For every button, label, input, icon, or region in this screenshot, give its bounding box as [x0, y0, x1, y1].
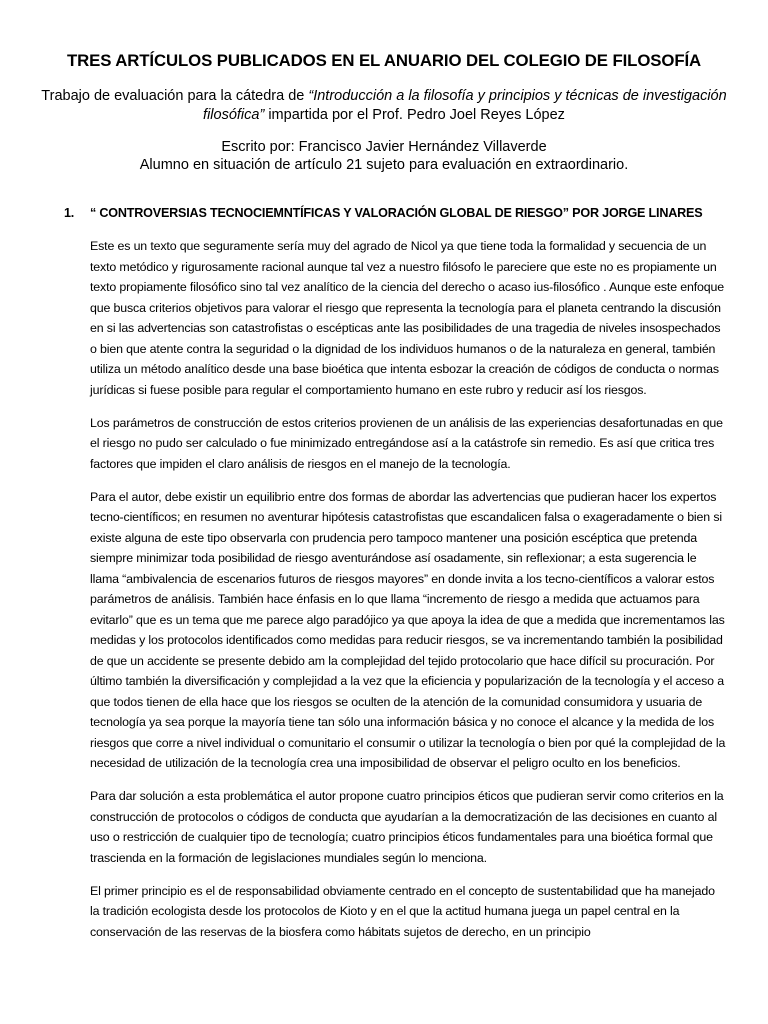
author-block — [40, 138, 728, 174]
subtitle-prefix: Trabajo de evaluación para la cátedra de — [41, 88, 309, 104]
subtitle-suffix: impartida por el Prof. Pedro Joel Reyes López — [264, 107, 565, 123]
paragraph: Este es un texto que seguramente sería muy del agrado de Nicol ya que tiene toda la formalidad y secuencia de un texto metódico y rigurosamente racional aunque tal vez a nuestro filósofo le pareciere que este no es propiamente un texto propiamente filosófico sino tal vez analítico de la ciencia del derecho o acaso ius-filosófico . Aunque este enfoque que busca criterios objetivos para valorar el riesgo que representa la tecnología para el planeta centrando la discusión en si las advertencias son catastrofistas o escépticas ante las posibilidades de una tragedia de niveles insospechados o bien que atente contra la seguridad o la dignidad de los individuos humanos o de la naturaleza en general, también utiliza un método analítico desde una base bioética que intenta esbozar la creación de códigos de conducta o normas jurídicas si fuese posible para regular el comportamiento humano en este rubro y reducir así los riesgos. — [90, 239, 724, 397]
status-line: Alumno en situación de artículo 21 sujeto para evaluación en extraordinario. — [139, 157, 629, 173]
section-heading — [64, 206, 744, 220]
paragraph: Los parámetros de construcción de estos criterios provienen de un análisis de las experiencias desafortunadas en que el riesgo no pudo ser calculado o fue minimizado entregándose así a la catástrofe sin remedio. Es así que critica tres factores que impiden el claro análisis de riesgos en el manejo de la tecnología. — [90, 415, 723, 471]
course-name: “Introducción a la filosofía y principios y técnicas de investigación filosófica” — [203, 88, 727, 123]
paragraph: Para dar solución a esta problemática el autor propone cuatro principios éticos que pudieran servir como criterios en la construcción de protocolos o códigos de conducta que ayudarían a la democratización de las decisiones en cuanto al uso o restricción de cualquier tipo de tecnología; cuatro principios éticos fundamentales para una bioética formal que trascienda en la formación de legislaciones mundiales según lo menciona. — [90, 789, 724, 865]
section-title: “ CONTROVERSIAS TECNOCIEMNTÍFICAS Y VALORACIÓN GLOBAL DE RIESGO” POR JORGE LINARES — [90, 206, 703, 220]
document-subtitle — [40, 87, 728, 125]
document-title: TRES ARTÍCULOS PUBLICADOS EN EL ANUARIO DEL COLEGIO DE FILOSOFÍA — [66, 51, 702, 70]
paragraph: Para el autor, debe existir un equilibrio entre dos formas de abordar las advertencias que pudieran hacer los expertos tecno-científicos; en resumen no aventurar hipótesis catastrofistas que escandalicen falsa o exageradamente o bien si existe alguna de este tipo observarla con prudencia pero tampoco mantener una posición escéptica que pretenda siempre minimizar toda posibilidad de riesgo aventurándose así osadamente, sin reflexionar; a esta sugerencia le llama “ambivalencia de escenarios futuros de riesgos mayores” en donde invita a los tecno-científicos a valorar estos parámetros de análisis. También hace énfasis en lo que llama “incremento de riesgo a medida que actuamos para evitarlo” que es un tema que me parece algo paradójico ya que apoya la idea de que a medida que incrementamos las medidas y los protocolos identificados como medidas para reducir riesgos, se va incrementando también la posibilidad de que un accidente se presente debido am la complejidad del tejido protocolario que hace difícil su procuración. Por último también la diversificación y complejidad a la vez que la eficiencia y popularización de la tecnología y el acceso a que todos tienen de ella hace que los riesgos se oculten de la atención de la comunidad consumidora y usuaria de tecnología ya sea porque la mayoría tiene tan sólo una información básica y no conoce el alcance y la medida de los riesgos que corre a nivel individual o comunitario el consumir o utilizar la tecnología o bien por qué la complejidad de la necesidad de utilización de la tecnología crea una imposibilidad de observar el peligro oculto en los beneficios. — [90, 489, 726, 770]
section-number: 1. — [64, 206, 75, 220]
paragraph: El primer principio es el de responsabilidad obviamente centrado en el concepto de sustentabilidad que ha manejado la tradición ecologista desde los protocolos de Kioto y en el que la actitud humana juega un papel central en la conservación de las reservas de la biosfera como hábitats sujetos de derecho, en un principio — [90, 883, 715, 939]
author-line: Escrito por: Francisco Javier Hernández Villaverde — [221, 139, 547, 155]
body-text — [90, 236, 726, 955]
